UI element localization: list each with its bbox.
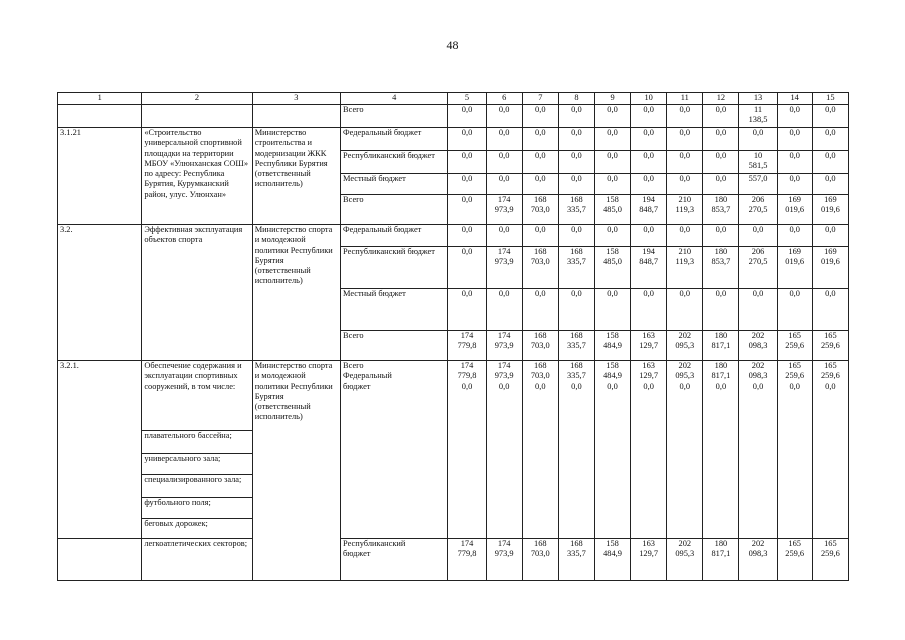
value-cell: 0,0 <box>486 225 522 247</box>
value-cell: 206 270,5 <box>739 247 777 289</box>
table-cell <box>58 105 142 128</box>
table-row <box>58 361 849 431</box>
value-cell: 0,0 <box>812 128 848 151</box>
value-cell: 202 098,3 0,0 <box>739 361 777 539</box>
value-cell: 174 973,9 <box>486 195 522 225</box>
value-cell: 0,0 <box>812 174 848 195</box>
value-cell: 174 973,9 <box>486 331 522 361</box>
column-number: 7 <box>522 93 558 105</box>
value-cell: 0,0 <box>812 105 848 128</box>
column-number: 12 <box>703 93 739 105</box>
event-name-cell: плавательного бассейна; <box>142 431 252 454</box>
event-name-cell: легкоатлетических секторов; <box>142 539 252 581</box>
value-cell: 168 703,0 <box>522 331 558 361</box>
column-number: 2 <box>142 93 252 105</box>
value-cell: 0,0 <box>486 174 522 195</box>
value-cell: 0,0 <box>703 174 739 195</box>
column-number: 3 <box>252 93 340 105</box>
value-cell: 202 095,3 <box>667 331 703 361</box>
value-cell: 0,0 <box>594 289 630 331</box>
header-row <box>58 93 849 105</box>
value-cell: 0,0 <box>631 105 667 128</box>
value-cell: 0,0 <box>631 225 667 247</box>
value-cell: 0,0 <box>486 289 522 331</box>
value-cell: 194 848,7 <box>631 247 667 289</box>
table-row <box>58 225 849 247</box>
column-number: 6 <box>486 93 522 105</box>
event-name-cell: беговых дорожек; <box>142 519 252 539</box>
value-cell: 165 259,6 <box>812 539 848 581</box>
value-cell: 180 817,1 <box>703 331 739 361</box>
table-cell <box>142 105 252 128</box>
event-name-cell: Обеспечение содержания и эксплуатации спортивных сооружений, в том числе: <box>142 361 252 431</box>
value-cell: 180 853,7 <box>703 247 739 289</box>
value-cell: 0,0 <box>667 105 703 128</box>
table-cell <box>252 105 340 128</box>
value-cell: 0,0 <box>486 128 522 151</box>
value-cell: 10 581,5 <box>739 151 777 174</box>
value-cell: 0,0 <box>667 151 703 174</box>
value-cell: 168 703,0 <box>522 247 558 289</box>
value-cell: 0,0 <box>739 289 777 331</box>
value-cell: 165 259,6 <box>777 331 812 361</box>
source-cell: Республиканский бюджет <box>341 247 448 289</box>
value-cell: 0,0 <box>777 225 812 247</box>
value-cell: 0,0 <box>558 174 594 195</box>
column-number: 4 <box>341 93 448 105</box>
value-cell: 0,0 <box>522 105 558 128</box>
value-cell: 0,0 <box>667 225 703 247</box>
code-cell <box>58 539 142 581</box>
value-cell: 0,0 <box>522 289 558 331</box>
value-cell: 202 095,3 <box>667 539 703 581</box>
value-cell: 0,0 <box>594 128 630 151</box>
value-cell: 169 019,6 <box>777 247 812 289</box>
value-cell: 202 095,3 0,0 <box>667 361 703 539</box>
value-cell: 0,0 <box>777 151 812 174</box>
value-cell: 0,0 <box>594 151 630 174</box>
value-cell: 0,0 <box>667 289 703 331</box>
value-cell: 174 779,8 <box>448 539 486 581</box>
value-cell: 168 703,0 <box>522 539 558 581</box>
value-cell: 0,0 <box>703 225 739 247</box>
value-cell: 158 485,0 <box>594 195 630 225</box>
value-cell: 0,0 <box>448 247 486 289</box>
code-cell: 3.1.21 <box>58 128 142 225</box>
value-cell: 557,0 <box>739 174 777 195</box>
event-name-cell: футбольного поля; <box>142 498 252 519</box>
source-cell: Местный бюджет <box>341 289 448 331</box>
value-cell: 163 129,7 <box>631 331 667 361</box>
value-cell: 0,0 <box>522 151 558 174</box>
total-row <box>58 105 849 128</box>
value-cell: 174 779,8 <box>448 331 486 361</box>
event-name-cell: Эффективная эксплуатация объектов спорта <box>142 225 252 361</box>
value-cell: 0,0 <box>448 289 486 331</box>
value-cell: 0,0 <box>631 151 667 174</box>
value-cell: 0,0 <box>812 225 848 247</box>
column-number: 1 <box>58 93 142 105</box>
value-cell: 158 484,9 <box>594 331 630 361</box>
executor-cell: Министерство спорта и молодежной политики Республики Бурятия (ответственный исполнитель) <box>252 225 340 361</box>
value-cell: 210 119,3 <box>667 195 703 225</box>
value-cell: 169 019,6 <box>812 195 848 225</box>
source-cell: Всего <box>341 331 448 361</box>
value-cell: 0,0 <box>486 151 522 174</box>
value-cell: 0,0 <box>558 225 594 247</box>
value-cell: 206 270,5 <box>739 195 777 225</box>
value-cell: 0,0 <box>631 289 667 331</box>
column-number: 13 <box>739 93 777 105</box>
source-cell: Всего <box>341 105 448 128</box>
source-cell: Федеральный бюджет <box>341 225 448 247</box>
value-cell: 0,0 <box>594 105 630 128</box>
value-cell: 174 973,9 0,0 <box>486 361 522 539</box>
value-cell: 0,0 <box>448 174 486 195</box>
source-cell: Республиканский бюджет <box>341 151 448 174</box>
value-cell: 180 817,1 0,0 <box>703 361 739 539</box>
value-cell: 180 817,1 <box>703 539 739 581</box>
value-cell: 174 973,9 <box>486 247 522 289</box>
column-number: 9 <box>594 93 630 105</box>
source-cell: Республиканский бюджет <box>341 539 448 581</box>
value-cell: 158 484,9 <box>594 539 630 581</box>
value-cell: 0,0 <box>667 174 703 195</box>
event-name-cell: специализированного зала; <box>142 475 252 498</box>
value-cell: 194 848,7 <box>631 195 667 225</box>
value-cell: 0,0 <box>594 225 630 247</box>
value-cell: 0,0 <box>703 105 739 128</box>
value-cell: 169 019,6 <box>812 247 848 289</box>
source-cell: Местный бюджет <box>341 174 448 195</box>
value-cell: 180 853,7 <box>703 195 739 225</box>
value-cell: 168 335,7 <box>558 247 594 289</box>
value-cell: 0,0 <box>631 174 667 195</box>
value-cell: 168 703,0 0,0 <box>522 361 558 539</box>
value-cell: 210 119,3 <box>667 247 703 289</box>
value-cell: 168 335,7 <box>558 539 594 581</box>
value-cell: 169 019,6 <box>777 195 812 225</box>
value-cell: 165 259,6 <box>812 331 848 361</box>
value-cell: 0,0 <box>522 128 558 151</box>
value-cell: 168 703,0 <box>522 195 558 225</box>
value-cell: 174 779,8 0,0 <box>448 361 486 539</box>
column-number: 15 <box>812 93 848 105</box>
column-number: 14 <box>777 93 812 105</box>
event-name-cell: «Строительство универсальной спортивной площадки на территории МБОУ «Улюнханская СОШ» по адресу: Республика Бурятия, Курумканский район, улус. Улюнхан» <box>142 128 252 225</box>
column-number: 11 <box>667 93 703 105</box>
executor-cell: Министерство спорта и молодежной политики Республики Бурятия (ответственный исполнитель) <box>252 361 340 581</box>
column-number: 8 <box>558 93 594 105</box>
value-cell: 165 259,6 0,0 <box>812 361 848 539</box>
code-cell: 3.2. <box>58 225 142 361</box>
value-cell: 0,0 <box>703 289 739 331</box>
value-cell: 0,0 <box>558 289 594 331</box>
value-cell: 163 129,7 0,0 <box>631 361 667 539</box>
value-cell: 168 335,7 0,0 <box>558 361 594 539</box>
value-cell: 202 098,3 <box>739 539 777 581</box>
value-cell: 0,0 <box>448 225 486 247</box>
value-cell: 0,0 <box>558 128 594 151</box>
executor-cell: Министерство строительства и модернизации ЖКК Республики Бурятия (ответственный исполнитель) <box>252 128 340 225</box>
value-cell: 158 485,0 <box>594 247 630 289</box>
value-cell: 0,0 <box>777 128 812 151</box>
value-cell: 0,0 <box>522 225 558 247</box>
column-number: 5 <box>448 93 486 105</box>
value-cell: 11 138,5 <box>739 105 777 128</box>
column-number: 10 <box>631 93 667 105</box>
page-number: 48 <box>446 38 459 52</box>
value-cell: 168 335,7 <box>558 195 594 225</box>
value-cell: 0,0 <box>777 174 812 195</box>
value-cell: 0,0 <box>522 174 558 195</box>
value-cell: 0,0 <box>486 105 522 128</box>
value-cell: 0,0 <box>812 151 848 174</box>
value-cell: 0,0 <box>594 174 630 195</box>
value-cell: 0,0 <box>558 105 594 128</box>
value-cell: 0,0 <box>777 289 812 331</box>
source-cell: Всего <box>341 195 448 225</box>
value-cell: 0,0 <box>703 151 739 174</box>
value-cell: 165 259,6 <box>777 539 812 581</box>
value-cell: 0,0 <box>777 105 812 128</box>
table-row <box>58 128 849 151</box>
value-cell: 0,0 <box>739 128 777 151</box>
value-cell: 158 484,9 0,0 <box>594 361 630 539</box>
value-cell: 168 335,7 <box>558 331 594 361</box>
source-cell: Федеральный бюджет <box>341 128 448 151</box>
value-cell: 0,0 <box>448 195 486 225</box>
code-cell: 3.2.1. <box>58 361 142 539</box>
value-cell: 174 973,9 <box>486 539 522 581</box>
value-cell: 0,0 <box>448 128 486 151</box>
event-name-cell: универсального зала; <box>142 454 252 475</box>
value-cell: 0,0 <box>703 128 739 151</box>
value-cell: 0,0 <box>631 128 667 151</box>
table-row <box>58 539 849 581</box>
value-cell: 163 129,7 <box>631 539 667 581</box>
value-cell: 202 098,3 <box>739 331 777 361</box>
budget-table <box>57 92 849 581</box>
source-cell: Всего Федеральный бюджет <box>341 361 448 539</box>
value-cell: 0,0 <box>448 151 486 174</box>
value-cell: 165 259,6 0,0 <box>777 361 812 539</box>
value-cell: 0,0 <box>558 151 594 174</box>
value-cell: 0,0 <box>812 289 848 331</box>
value-cell: 0,0 <box>448 105 486 128</box>
value-cell: 0,0 <box>667 128 703 151</box>
value-cell: 0,0 <box>739 225 777 247</box>
